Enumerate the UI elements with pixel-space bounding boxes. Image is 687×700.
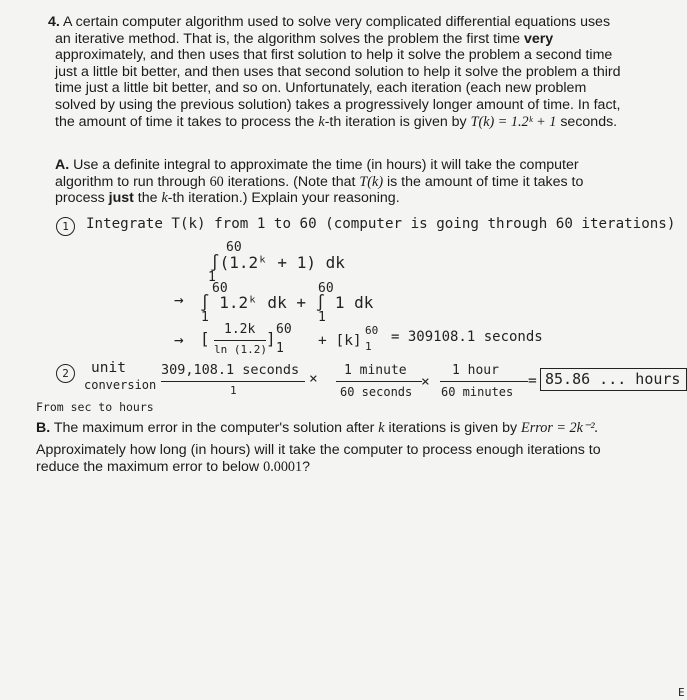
eval-upper: 60 (276, 322, 292, 337)
problem-line-1: 4. A certain computer algorithm used to solve very complicated differential equations uses (48, 14, 611, 30)
problem-line-3: approximately, and then uses that first solution to help it solve the problem a second time (55, 47, 613, 63)
part-a-label: A. (55, 157, 70, 173)
part-a-line-1: A. Use a definite integral to approximate the time (in hours) it will take the computer (55, 157, 579, 173)
part-b-line-3: reduce the maximum error to below 0.0001? (36, 459, 310, 475)
integral-1: ∫(1.2ᵏ + 1) dk (210, 253, 345, 272)
fraction-1-numerator: 309,108.1 seconds (161, 362, 300, 378)
eval-close-bracket: ] (266, 329, 276, 348)
eval-numerator: 1.2k (224, 322, 256, 337)
problem-line-7: the amount of time it takes to process the k-th iteration is given by T(k) = 1.2ᵏ + 1 seconds. (55, 114, 618, 130)
integral-1-upper: 60 (226, 240, 242, 255)
conversion-label: conversion (84, 378, 157, 392)
from-sec-to-hours-label: From sec to hours (36, 400, 154, 414)
time-formula: T(k) = 1.2ᵏ + 1 (470, 114, 557, 130)
part-b-line-1: B. The maximum error in the computer's solution after k iterations is given by Error = 2k⁻². (36, 420, 599, 436)
eval-k-upper: 60 (365, 324, 379, 337)
part-b-line-2: Approximately how long (in hours) will it take the computer to process enough iterations to (36, 442, 601, 458)
eval-fraction-bar (214, 340, 266, 341)
fraction-3-denominator: 60 minutes (441, 385, 514, 399)
eval-lower: 1 (276, 341, 284, 356)
edge-mark: E (678, 686, 685, 699)
equals-sign: = (528, 373, 537, 389)
part-b-label: B. (36, 420, 51, 436)
problem-line-2: an iterative method. That is, the algorithm solves the problem the first time very (55, 31, 554, 47)
integral-2-upper: 60 (212, 281, 228, 296)
fraction-3-numerator: 1 hour (452, 363, 499, 378)
fraction-1-denominator: 1 (230, 384, 237, 397)
problem-number: 4. (48, 14, 60, 30)
problem-line-5: time just a little bit better, and so on. Unfortunately, each iteration (each new problem (55, 80, 587, 96)
step-2-marker: 2 (56, 364, 75, 383)
fraction-2-denominator: 60 seconds (340, 385, 413, 399)
integral-2-lower: 1 (201, 310, 209, 325)
fraction-2-bar (336, 381, 422, 382)
part-a-line-2: algorithm to run through 60 iterations. (Note that T(k) is the amount of time it takes to (55, 174, 584, 190)
eval-result: = 309108.1 seconds (391, 329, 543, 345)
fraction-2-numerator: 1 minute (344, 363, 407, 378)
part-a-line-3: process just the k-th iteration.) Explain your reasoning. (55, 190, 400, 206)
step-1-marker: 1 (56, 217, 75, 236)
integral-3-upper: 60 (318, 281, 334, 296)
unit-label: unit (91, 360, 126, 376)
step-1-text: Integrate T(k) from 1 to 60 (computer is going through 60 iterations) (86, 216, 676, 232)
eval-plus-k: + [k] (318, 333, 362, 349)
integral-2: ∫ 1.2ᵏ dk + ∫ 1 dk (200, 293, 374, 312)
eval-denominator: ln (1.2) (214, 343, 267, 356)
eval-k-lower: 1 (365, 340, 372, 353)
arrow-2: → (174, 330, 184, 349)
problem-line-4: just a little bit better, and then uses that second solution to help it solve the problem a third (55, 64, 621, 80)
times-1: × (309, 371, 318, 387)
eval-open-bracket: [ (200, 329, 210, 348)
integral-3-lower: 1 (318, 310, 326, 325)
fraction-3-bar (440, 381, 528, 382)
times-2: × (421, 374, 430, 390)
problem-line-6: solved by using the previous solution) takes a progressively longer amount of time. In fact, (55, 97, 621, 113)
error-formula: Error = 2k⁻². (521, 420, 599, 436)
arrow-1: → (174, 290, 184, 309)
fraction-1-bar (161, 381, 305, 382)
final-answer-box: 85.86 ... hours (540, 368, 687, 391)
integral-1-lower: 1 (208, 270, 216, 285)
